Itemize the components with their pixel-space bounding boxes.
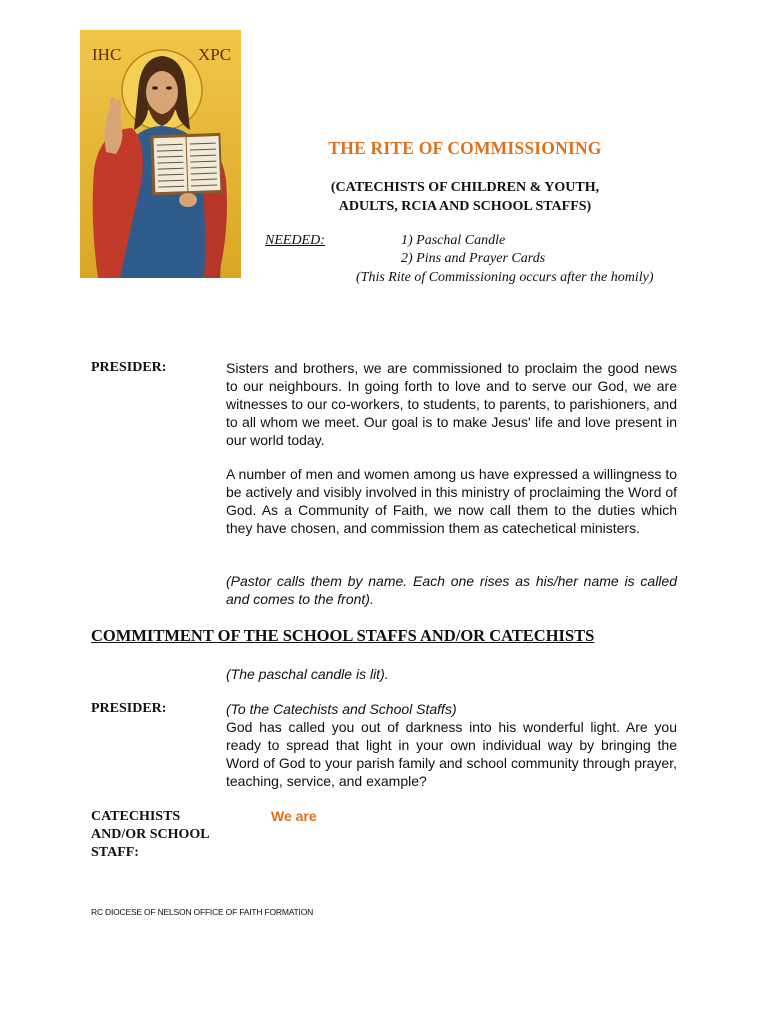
presider-paragraph-1: Sisters and brothers, we are commissioned to proclaim the good news to our neighbours. In going forth to love and to serve our God, we are witnesses to our co-workers, to students, to parents, to parishioners, and to all whom we meet. Our goal is to make Jesus' life and love present in our world today. (226, 360, 677, 448)
inscription-right: XPC (198, 45, 232, 64)
needed-item-1: 1) Paschal Candle (401, 233, 506, 248)
presider-label-2: PRESIDER: (91, 701, 167, 716)
response-text: We are (271, 808, 317, 824)
respondent-line-2: AND/OR SCHOOL (91, 827, 210, 842)
presider-paragraph-2: A number of men and women among us have expressed a willingness to be actively and visibly involved in this ministry of proclaiming the Word of God. As a Community of Faith, we now call them to the duties which they have chosen, and commission them as catechetical ministers. (226, 466, 677, 536)
inscription-left: IHC (92, 45, 122, 64)
needed-label: NEEDED: (265, 233, 325, 248)
pastor-rubric: (Pastor calls them by name. Each one rises as his/her name is called and comes to the front). (226, 573, 677, 607)
presider-question: God has called you out of darkness into his wonderful light. Are you ready to spread that light in your own individual way by bringing the Word of God to your parish family and school community through prayer, teaching, service, and example? (226, 719, 677, 789)
commitment-heading: COMMITMENT OF THE SCHOOL STAFFS AND/OR CATECHISTS (91, 626, 595, 645)
subtitle-line-1: (CATECHISTS OF CHILDREN & YOUTH, (330, 180, 600, 195)
candle-rubric: (The paschal candle is lit). (226, 666, 389, 682)
subtitle-line-2: ADULTS, RCIA AND SCHOOL STAFFS) (338, 199, 592, 214)
presider-label-1: PRESIDER: (91, 360, 167, 375)
document-subtitle (300, 178, 630, 216)
footer-text: RC DIOCESE OF NELSON OFFICE OF FAITH FORMATION (91, 907, 314, 917)
respondent-label (91, 808, 210, 862)
document-title: THE RITE OF COMMISSIONING (328, 138, 602, 158)
needed-note: (This Rite of Commissioning occurs after the homily) (356, 270, 654, 285)
respondent-line-3: STAFF: (91, 845, 139, 860)
respondent-line-1: CATECHISTS (91, 809, 181, 824)
presider-rubric-2: (To the Catechists and School Staffs) (226, 701, 457, 717)
needed-item-2: 2) Pins and Prayer Cards (401, 251, 546, 266)
